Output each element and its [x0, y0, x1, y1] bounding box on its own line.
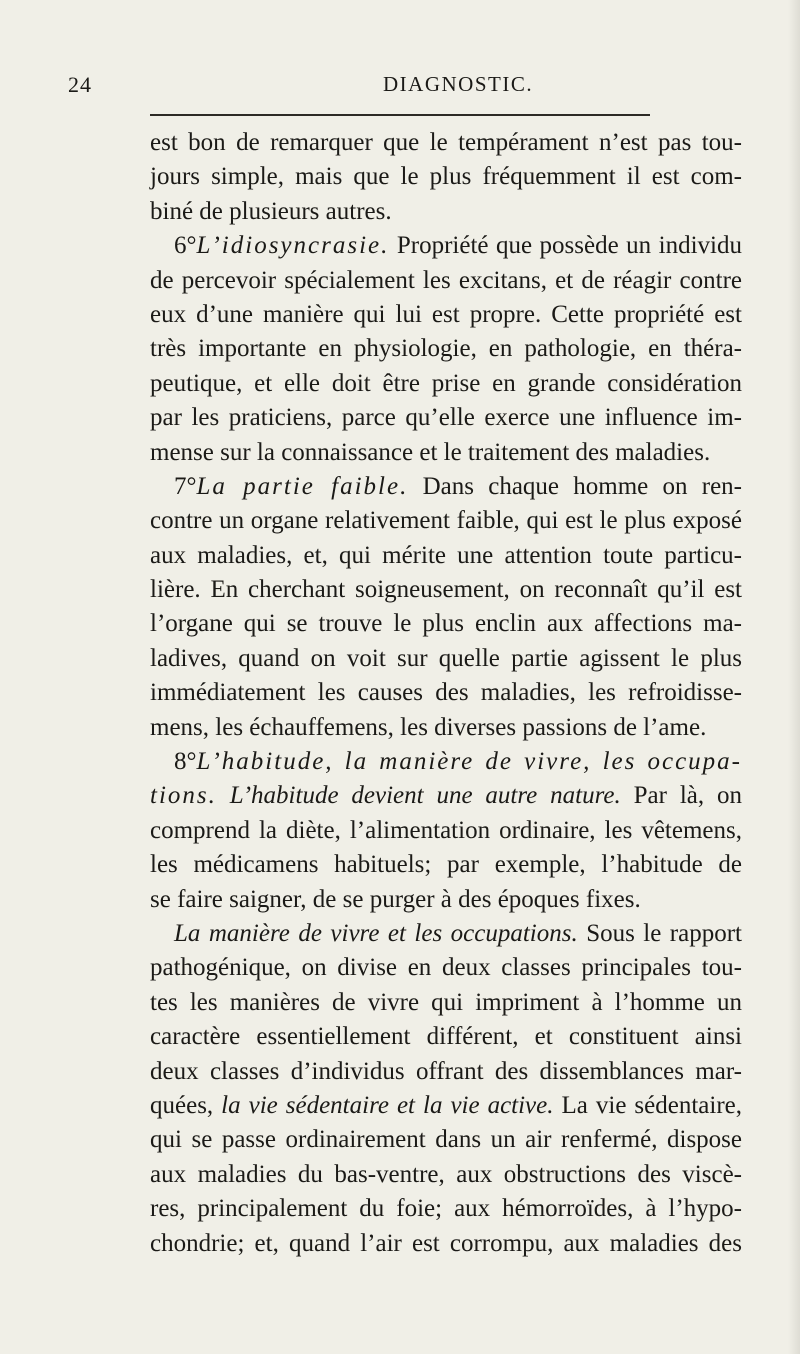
line-text: res, principalement du foie; aux hémorroïdes, à l’hypo-	[150, 1195, 742, 1223]
line-text: ladives, quand on voit sur quelle partie agissent le plus	[150, 644, 742, 672]
text-line	[150, 504, 742, 538]
text-line	[150, 1192, 742, 1226]
line-text: mense sur la connaissance et le traitement des maladies.	[150, 438, 711, 466]
body-text	[150, 126, 742, 1261]
line-text: lière. En cherchant soigneusement, on reconnaît qu’il est	[150, 576, 742, 604]
section-heading: L’habitude, la manière de vivre, les occupa-	[196, 748, 742, 776]
text-line	[150, 917, 742, 951]
section-number: 8°	[174, 748, 197, 776]
line-text: pathogénique, on divise en deux classes principales tou-	[150, 954, 742, 982]
italic-phrase: L’habitude devient une autre nature.	[216, 782, 621, 810]
text-line	[150, 607, 742, 641]
line-text: les médicamens habituels; par exemple, l’habitude de	[150, 851, 742, 879]
text-line	[150, 436, 742, 470]
text-line	[150, 814, 742, 848]
text-line	[150, 539, 742, 573]
text-line	[150, 848, 742, 882]
line-text: Sous le rapport	[577, 919, 742, 947]
text-line	[150, 1158, 742, 1192]
text-line	[150, 332, 742, 366]
line-text: peutique, et elle doit être prise en grande considération	[150, 369, 742, 397]
line-text: immédiatement les causes des maladies, les refroidisse-	[150, 679, 742, 707]
line-text: deux classes d’individus offrant des dissemblances mar-	[150, 1057, 742, 1085]
line-text: La vie sédentaire,	[553, 1091, 742, 1119]
italic-phrase: la vie sédentaire et la vie active.	[221, 1091, 554, 1119]
page-edge-shadow	[788, 0, 800, 1354]
line-text: caractère essentiellement différent, et constituent ainsi	[150, 1023, 742, 1051]
line-text: quées,	[150, 1091, 222, 1119]
text-line	[150, 986, 742, 1020]
line-text: se faire saigner, de se purger à des époques fixes.	[150, 885, 641, 913]
section-number: 7°	[174, 472, 197, 500]
text-line	[150, 951, 742, 985]
page-number: 24	[68, 72, 92, 97]
text-line	[150, 1020, 742, 1054]
text-line	[150, 745, 742, 779]
text-line	[150, 711, 742, 745]
page-header	[0, 72, 800, 112]
line-text: par les praticiens, parce qu’elle exerce une influence im-	[150, 404, 742, 432]
text-line	[150, 126, 742, 160]
header-rule	[150, 114, 650, 116]
line-text: biné de plusieurs autres.	[150, 197, 392, 225]
line-text: Propriété que possède un individu	[389, 232, 742, 260]
line-text: contre un organe relativement faible, qui est le plus exposé	[150, 507, 742, 535]
line-text: comprend la diète, l’alimentation ordinaire, les vêtemens,	[150, 816, 742, 844]
text-line	[150, 401, 742, 435]
text-line	[150, 676, 742, 710]
text-line	[150, 1123, 742, 1157]
line-text: de percevoir spécialement les excitans, et de réagir contre	[150, 266, 742, 294]
italic-subheading: La manière de vivre et les occupations.	[174, 919, 578, 947]
section-heading: L’idiosyncrasie.	[196, 232, 390, 260]
text-line	[150, 1227, 742, 1261]
line-text: mens, les échauffemens, les diverses passions de l’ame.	[150, 713, 707, 741]
section-heading: La partie faible.	[196, 472, 409, 500]
line-text: Dans chaque homme on ren-	[408, 472, 743, 500]
section-number: 6°	[174, 232, 197, 260]
line-text: tes les manières de vivre qui impriment à l’homme un	[150, 988, 742, 1016]
text-line	[150, 298, 742, 332]
text-line	[150, 470, 742, 504]
text-line	[150, 264, 742, 298]
text-line	[150, 160, 742, 194]
line-text: jours simple, mais que le plus fréquemment il est com-	[150, 163, 742, 191]
text-line	[150, 883, 742, 917]
running-head: DIAGNOSTIC.	[383, 72, 534, 96]
line-text: chondrie; et, quand l’air est corrompu, aux maladies des	[150, 1229, 742, 1257]
text-line	[150, 1089, 742, 1123]
line-text: Par là, on	[620, 782, 742, 810]
line-text: très importante en physiologie, en pathologie, en théra-	[150, 335, 742, 363]
line-text: l’organe qui se trouve le plus enclin aux affections ma-	[150, 610, 742, 638]
line-text: aux maladies du bas-ventre, aux obstructions des viscè-	[150, 1160, 742, 1188]
text-line	[150, 367, 742, 401]
line-text: qui se passe ordinairement dans un air renfermé, dispose	[150, 1126, 742, 1154]
text-line	[150, 642, 742, 676]
section-heading: tions.	[150, 782, 217, 810]
line-text: aux maladies, et, qui mérite une attention toute particu-	[150, 541, 742, 569]
text-line	[150, 779, 742, 813]
text-line	[150, 573, 742, 607]
line-text: eux d’une manière qui lui est propre. Cette propriété est	[150, 300, 742, 328]
text-line	[150, 195, 742, 229]
text-line	[150, 229, 742, 263]
text-line	[150, 1055, 742, 1089]
line-text: est bon de remarquer que le tempérament n’est pas tou-	[150, 129, 742, 156]
